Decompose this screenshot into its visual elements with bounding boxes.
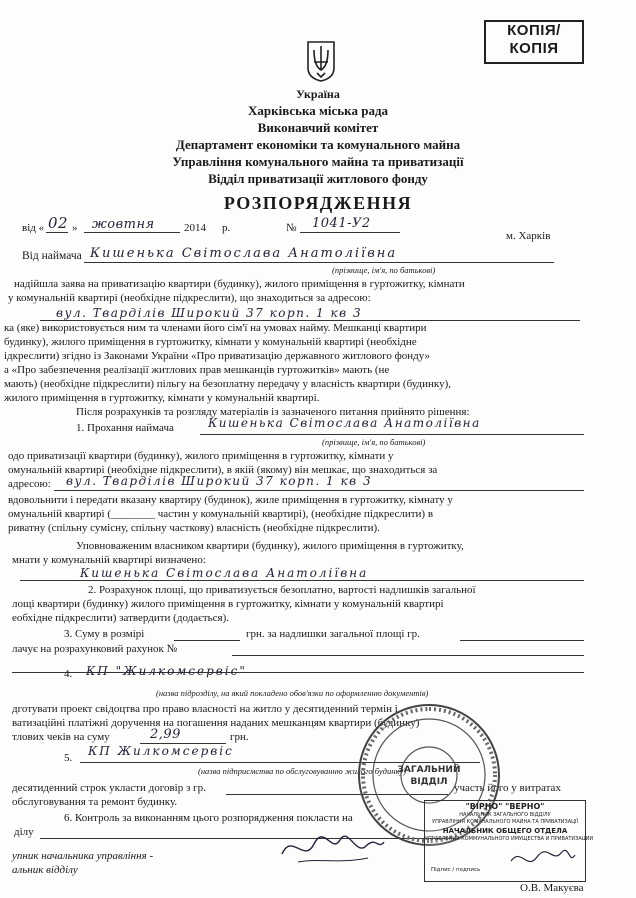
item4-sum-handwritten: 2,99 [150, 727, 181, 742]
body-line-8: жилого приміщення в гуртожитку, кімнати у комунальній квартирі. [4, 392, 320, 404]
item4-line-1: дготувати проект свідоцтва про право власності на житло у десятиденний термін і [12, 703, 398, 715]
header-country: Україна [296, 87, 340, 101]
item1-owner-handwritten: Кишенька Світослава Анатоліївна [80, 566, 369, 580]
date-year-suffix: р. [222, 222, 231, 234]
item3-account: лачує на розрахунковий рахунок № [12, 643, 178, 655]
item4-hint: (назва підрозділу, на який покладено обов'язки по оформленню документів) [156, 688, 429, 698]
item3-sum-label: 3. Суму в розмірі [64, 628, 145, 640]
header-directorate: Управління комунального майна та приватизації [172, 154, 464, 169]
item6-text: 6. Контроль за виконанням цього розпорядження покласти на [64, 812, 353, 824]
applicant-name: Кишенька Світослава Анатоліївна [90, 246, 398, 261]
body-line-1: надійшла заява на приватизацію квартири (будинку), жилого приміщення в гуртожитку, кімнати [14, 278, 465, 290]
body-line-6: а «Про забезпечення реалізації житлових прав мешканців гуртожитків» мають (не [4, 364, 390, 376]
signature-role-line2: альник відділу [12, 864, 78, 876]
header-committee: Виконавчий комітет [257, 120, 379, 135]
item1-line-2: омунальній квартирі (необхідне підкреслити), в якій (якому) він мешкає, що знаходиться за [8, 464, 438, 476]
item1-name: Кишенька Світослава Анатоліївна [208, 416, 481, 430]
applicant-hint: (прізвище, ім'я, по батькові) [332, 265, 436, 275]
header-council: Харківська міська рада [247, 103, 389, 118]
round-seal-word-1: ЗАГАЛЬНИЙ [397, 765, 461, 775]
item4-line-2: ватизаційні платіжні доручення на погашення наданих мешканцям квартири (будинку) [12, 717, 420, 729]
body-line-3: ка (яке) використовується ним та членами його сім'ї на умовах найму. Мешканці квартири [4, 322, 427, 334]
body-line-9: Після розрахунків та розгляду матеріалів із зазначеного питання прийнято рішення: [76, 406, 470, 418]
item1-label: 1. Прохання наймача [76, 422, 174, 434]
item1-line-5: омунальній квартирі (________ частин у комунальній квартирі), (необхідне підкреслити) в [8, 508, 434, 520]
item4-sum-unit: грн. [230, 731, 249, 743]
date-prefix: від « [22, 222, 45, 234]
verno-stamp-line-3: НАЧАЛЬНИК ОБЩЕГО ОТДЕЛА [442, 827, 568, 835]
header-department: Департамент економіки та комунального майна [175, 137, 461, 152]
signature-role-line1: упник начальника управління - [12, 850, 154, 862]
item1-line-3: адресою: [8, 478, 51, 490]
item5-num: 5. [64, 752, 73, 764]
copy-stamp-line2: КОПІЯ [509, 40, 559, 57]
body-line-7: мають) (необхідне підкреслити) пільгу на безоплатну передачу у власність квартири (будинку), [4, 378, 452, 390]
verno-stamp [424, 800, 594, 882]
item5-line-2: обслуговування та ремонт будинку. [12, 796, 178, 808]
verno-stamp-line-4: УПРАВЛЕНИЯ КОММУНАЛЬНОГО ИМУЩЕСТВА И ПРИВАТИЗАЦИИ [425, 836, 594, 842]
item1-line-6: риватну (спільну сумісну, спільну часткову) власність (необхідне підкреслити). [8, 522, 380, 534]
item1-line-7: Уповноваженим власником квартири (будинку), жилого приміщення в гуртожитку, [76, 540, 464, 552]
address-handwritten: вул. Тварділів Широкий 37 корп. 1 кв 3 [56, 306, 363, 320]
date-year: 2014 [184, 222, 206, 234]
item5-line-1: десятиденний строк укласти договір з гр. [12, 782, 206, 794]
coat-of-arms-icon [306, 40, 336, 82]
body-line-4: будинку), жилого приміщення в гуртожитку, кімнати у комунальній квартирі (необхідне [4, 336, 417, 348]
item2-line-1: 2. Розрахунок площі, що приватизується безоплатно, вартості надлишків загальної [88, 584, 476, 596]
item1-address-handwritten: вул. Тварділів Широкий 37 корп. 1 кв 3 [66, 474, 373, 488]
number-label: № [286, 222, 297, 234]
verno-stamp-line-1: НАЧАЛЬНИК ЗАГАЛЬНОГО ВІДДІЛУ [459, 812, 551, 818]
item4-line-3: тлових чеків на суму [12, 731, 110, 743]
body-line-2: у комунальній квартирі (необхідне підкреслити), що знаходиться за адресою: [8, 292, 371, 304]
date-day: 02 [48, 214, 69, 232]
verno-stamp-title: "ВІРНО" "ВЕРНО" [465, 802, 545, 811]
item3-sum-rest: грн. за надлишки загальної площі гр. [246, 628, 420, 640]
date-month: жовтня [92, 217, 155, 232]
item4-handwritten: КП "Жилкомсервіс" [86, 664, 247, 678]
body-line-5: ідкреслити) згідно із Законами України «Про приватизацію державного житлового фонду» [4, 350, 430, 362]
verno-signature-icon [507, 843, 577, 873]
city: м. Харків [506, 230, 551, 242]
verno-stamp-sign-caption: Підпис / подпись [431, 867, 481, 873]
applicant-label: Від наймача [22, 250, 82, 262]
copy-stamp [484, 20, 584, 64]
header-division: Відділ приватизації житлового фонду [208, 171, 428, 186]
item1-line-4: вдовольнити і передати вказану квартиру (будинок), жиле приміщення в гуртожитку, кімнату у [8, 494, 453, 506]
item2-line-3: еобхідне підкреслити) затвердити (додається). [12, 612, 230, 624]
round-seal-word-2: ВІДДІЛ [410, 777, 448, 787]
item1-hint: (прізвище, ім'я, по батькові) [322, 437, 426, 447]
date-mid: » [72, 222, 78, 234]
item5-participation: участь його у витратах [454, 782, 561, 794]
item6-prefix: ділу [14, 826, 34, 838]
item5-handwritten: КП Жилкомсервіс [88, 744, 234, 758]
item1-line-1: одо приватизації квартири (будинку), жилого приміщення в гуртожитку, кімнати у [8, 450, 394, 462]
item2-line-2: лощі квартири (будинку) жилого приміщення в гуртожитку, кімнати у комунальній квартирі [12, 598, 444, 610]
item4-num: 4. [64, 668, 73, 680]
document-number: 1041-У2 [312, 216, 371, 231]
item5-hint: (назва підприємства по обслуговуванню жилого будинку) [198, 766, 407, 776]
document-title: РОЗПОРЯДЖЕННЯ [223, 193, 413, 213]
signature-name: О.В. Макуєва [520, 882, 584, 894]
verno-stamp-line-2: УПРАВЛІННЯ КОМУНАЛЬНОГО МАЙНА ТА ПРИВАТИЗАЦІЇ [432, 819, 578, 825]
item1-line-8: мнати у комунальній квартирі визначено: [12, 554, 206, 566]
copy-stamp-line1: КОПІЯ/ [507, 22, 561, 39]
